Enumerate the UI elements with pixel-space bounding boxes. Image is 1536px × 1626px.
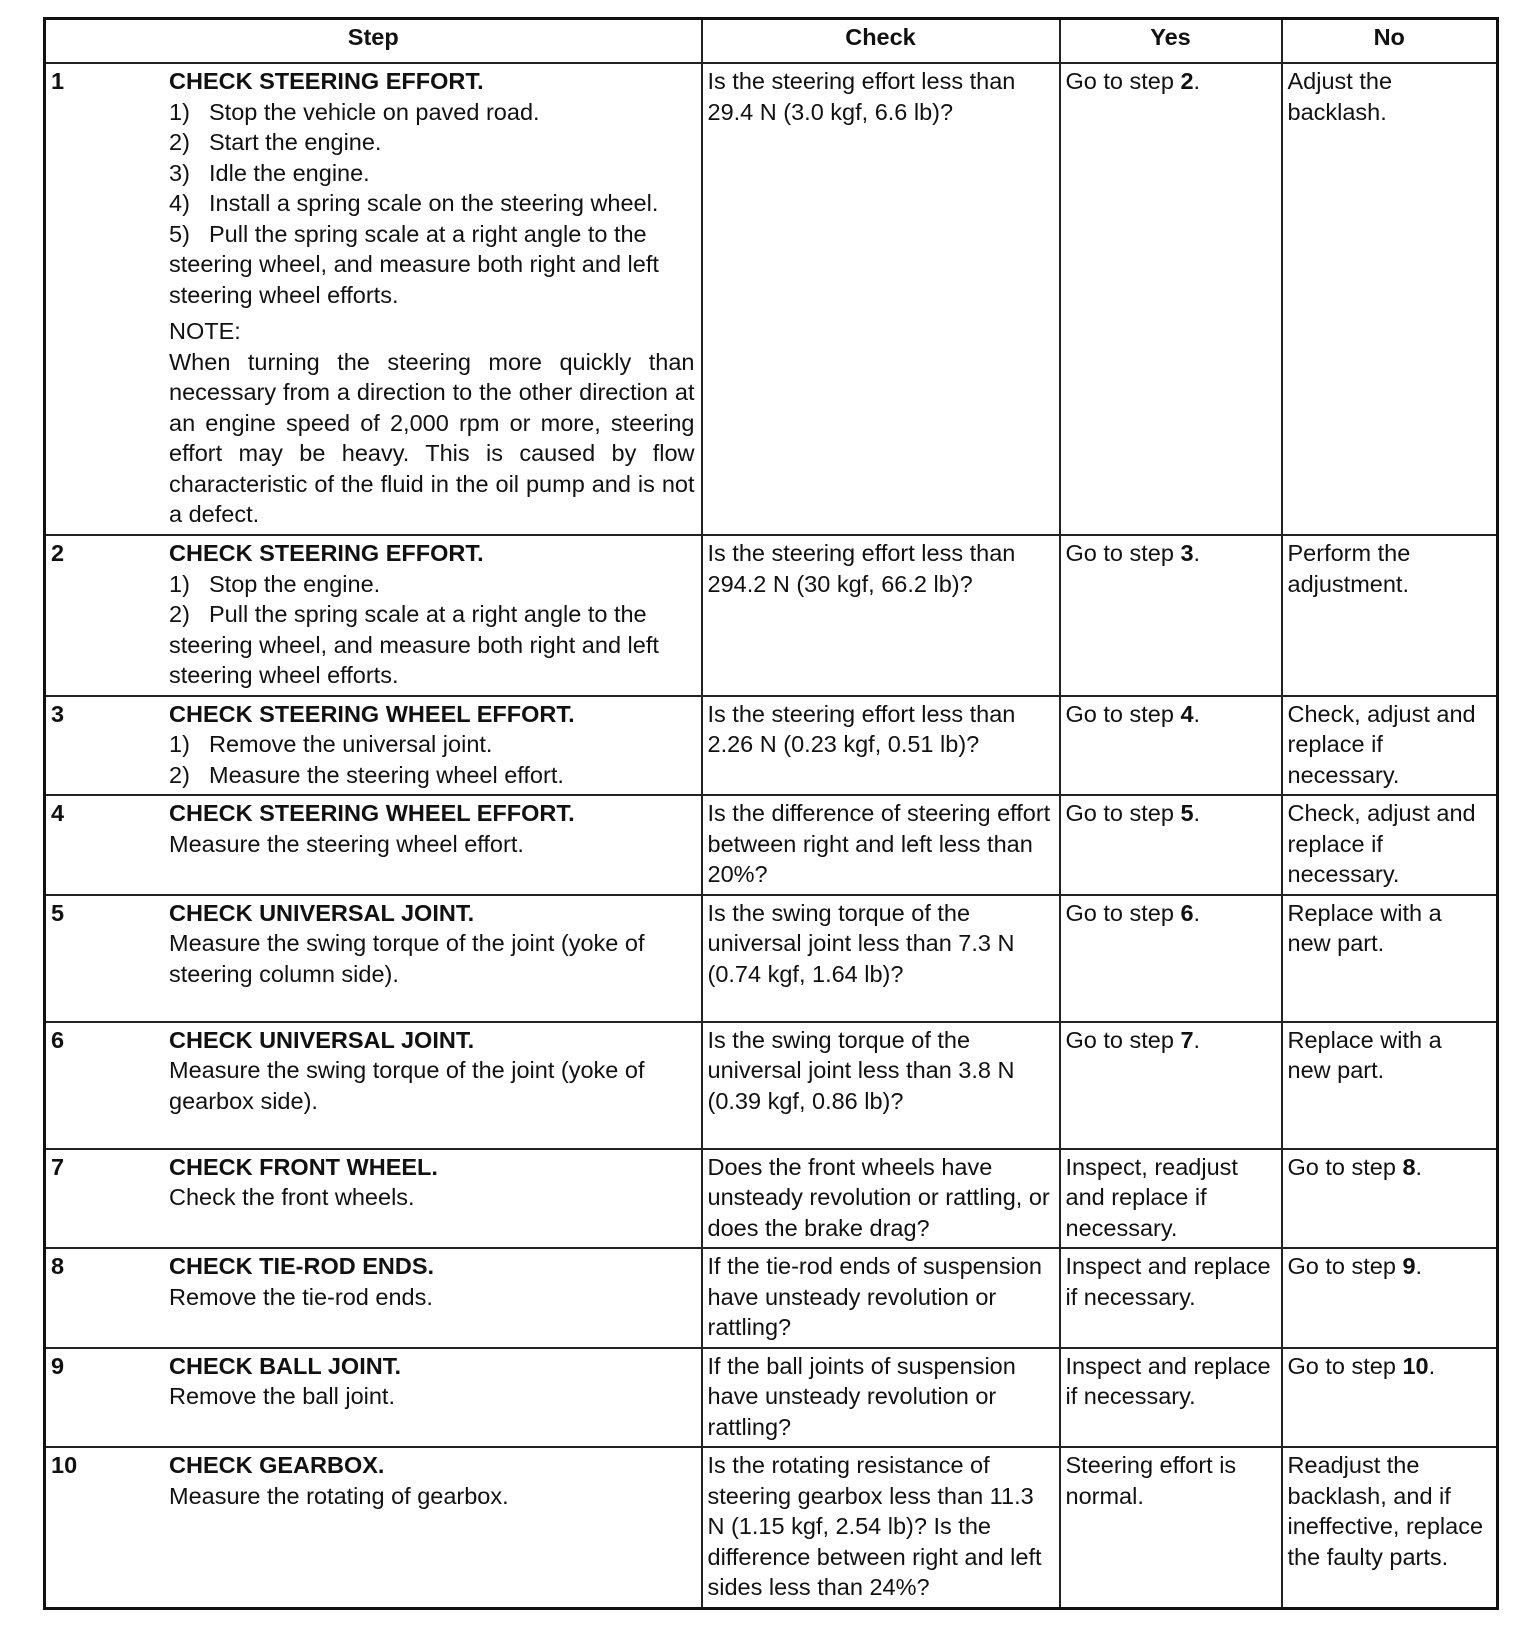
- substep-text: Pull the spring scale at a right angle to the: [209, 601, 647, 627]
- check-cell: Is the swing torque of the universal joint less than 3.8 N (0.39 kgf, 0.86 lb)?: [702, 1022, 1060, 1149]
- yes-cell: [1060, 63, 1282, 535]
- step-title: CHECK GEARBOX.: [169, 1452, 385, 1478]
- step-number: 6: [51, 1026, 65, 1053]
- substep-text: Start the engine.: [209, 129, 382, 155]
- step-title: CHECK UNIVERSAL JOINT.: [169, 899, 475, 926]
- yes-text: Go to step: [1065, 1026, 1181, 1053]
- yes-text: Go to step: [1065, 800, 1181, 826]
- substep: [169, 219, 695, 250]
- no-cell: [1282, 1348, 1498, 1448]
- yes-cell: [1060, 1022, 1282, 1149]
- step-text: Measure the swing torque of the joint (yoke of steering column side).: [169, 930, 645, 987]
- header-row: [45, 19, 1498, 64]
- substep-text: Measure the steering wheel effort.: [209, 761, 564, 788]
- step-number: 10: [51, 1452, 78, 1478]
- check-cell: Does the front wheels have unsteady revolution or rattling, or does the brake drag?: [702, 1149, 1060, 1249]
- no-step-ref: 9: [1402, 1253, 1416, 1279]
- header-check: Check: [702, 19, 1060, 64]
- table-row: [45, 1022, 1498, 1149]
- substep: [169, 97, 695, 128]
- step-cell: [45, 535, 702, 696]
- step-title: CHECK STEERING EFFORT.: [169, 68, 484, 94]
- step-number: 5: [51, 899, 65, 926]
- step-cell: [45, 1348, 702, 1448]
- substep-number: 3): [169, 159, 190, 186]
- substep-number: 5): [169, 220, 190, 247]
- no-step-ref: 10: [1402, 1352, 1429, 1379]
- substep: [169, 760, 695, 791]
- yes-step-ref: 7: [1180, 1026, 1194, 1053]
- no-punct: .: [1428, 1352, 1436, 1379]
- no-text: Go to step: [1287, 1153, 1403, 1180]
- table-row: [45, 696, 1498, 796]
- step-cell: [45, 63, 702, 535]
- yes-cell: [1060, 535, 1282, 696]
- step-number: 2: [51, 540, 65, 566]
- step-number: 3: [51, 700, 65, 727]
- step-title: CHECK STEERING EFFORT.: [169, 540, 484, 566]
- table-row: [45, 1447, 1498, 1608]
- substep-text: Install a spring scale on the steering wheel.: [209, 190, 659, 216]
- check-cell: Is the steering effort less than 2.26 N (0.23 kgf, 0.51 lb)?: [702, 696, 1060, 796]
- substep: [169, 729, 695, 760]
- yes-text: Go to step: [1065, 899, 1181, 926]
- step-cell: [45, 1248, 702, 1348]
- substep-text: Stop the engine.: [209, 570, 381, 597]
- substep-number: 2): [169, 601, 190, 627]
- substep-number: 2): [169, 761, 190, 788]
- step-cell: [45, 795, 702, 895]
- step-cell: [45, 696, 702, 796]
- check-cell: Is the difference of steering effort between right and left less than 20%?: [702, 795, 1060, 895]
- troubleshooting-page: [43, 17, 1496, 1610]
- table-row: [45, 1248, 1498, 1348]
- yes-cell: [1060, 696, 1282, 796]
- check-cell: If the ball joints of suspension have unsteady revolution or rattling?: [702, 1348, 1060, 1448]
- check-cell: Is the steering effort less than 294.2 N (30 kgf, 66.2 lb)?: [702, 535, 1060, 696]
- step-text: Remove the tie-rod ends.: [169, 1283, 433, 1310]
- substep: [169, 158, 695, 189]
- step-number: 9: [51, 1352, 65, 1379]
- yes-text: Go to step: [1065, 540, 1181, 566]
- yes-text: Go to step: [1065, 700, 1181, 727]
- step-cell: [45, 1022, 702, 1149]
- no-cell: [1282, 1248, 1498, 1348]
- no-text: Go to step: [1287, 1253, 1403, 1279]
- substep: [169, 569, 695, 600]
- yes-cell: Inspect and replace if necessary.: [1060, 1348, 1282, 1448]
- step-text: Measure the steering wheel effort.: [169, 830, 524, 857]
- step-title: CHECK FRONT WHEEL.: [169, 1153, 438, 1180]
- table-row: [45, 895, 1498, 1022]
- no-cell: Replace with a new part.: [1282, 1022, 1498, 1149]
- substep: [169, 127, 695, 158]
- table-row: [45, 795, 1498, 895]
- step-number: 8: [51, 1253, 65, 1279]
- yes-step-ref: 6: [1180, 899, 1194, 926]
- step-title: CHECK UNIVERSAL JOINT.: [169, 1026, 475, 1053]
- yes-punct: .: [1193, 700, 1201, 727]
- no-cell: Perform the adjustment.: [1282, 535, 1498, 696]
- step-text: Measure the rotating of gearbox.: [169, 1482, 509, 1509]
- yes-punct: .: [1193, 1026, 1201, 1053]
- yes-cell: Steering effort is normal.: [1060, 1447, 1282, 1608]
- yes-cell: Inspect and replace if necessary.: [1060, 1248, 1282, 1348]
- table-row: [45, 1348, 1498, 1448]
- yes-step-ref: 4: [1180, 700, 1194, 727]
- step-cell: [45, 1447, 702, 1608]
- substep: [169, 188, 695, 219]
- substep-continuation: steering wheel, and measure both right and left steering wheel efforts.: [169, 251, 659, 308]
- yes-cell: [1060, 895, 1282, 1022]
- substep-text: Idle the engine.: [209, 159, 370, 186]
- yes-step-ref: 2: [1180, 68, 1194, 94]
- step-title: CHECK TIE-ROD ENDS.: [169, 1253, 435, 1279]
- no-cell: [1282, 1149, 1498, 1249]
- check-cell: Is the steering effort less than 29.4 N (3.0 kgf, 6.6 lb)?: [702, 63, 1060, 535]
- step-text: Measure the swing torque of the joint (yoke of gearbox side).: [169, 1057, 645, 1114]
- check-cell: If the tie-rod ends of suspension have unsteady revolution or rattling?: [702, 1248, 1060, 1348]
- step-number: 1: [51, 68, 65, 94]
- no-cell: Adjust the backlash.: [1282, 63, 1498, 535]
- no-cell: Replace with a new part.: [1282, 895, 1498, 1022]
- no-punct: .: [1415, 1153, 1423, 1180]
- yes-cell: Inspect, readjust and replace if necessary.: [1060, 1149, 1282, 1249]
- header-no: No: [1282, 19, 1498, 64]
- header-yes: Yes: [1060, 19, 1282, 64]
- yes-punct: .: [1193, 800, 1201, 826]
- substep-number: 1): [169, 731, 190, 757]
- substep-continuation: steering wheel, and measure both right and left steering wheel efforts.: [169, 631, 659, 688]
- substep-number: 4): [169, 190, 190, 216]
- check-cell: Is the swing torque of the universal joint less than 7.3 N (0.74 kgf, 1.64 lb)?: [702, 895, 1060, 1022]
- note-text: When turning the steering more quickly than necessary from a direction to the other direction at an engine speed of 2,000 rpm or more, steering effort may be heavy. This is caused by flow characteristic of the fluid in the oil pump and is not a defect.: [169, 348, 695, 527]
- substep: [169, 599, 695, 630]
- step-cell: [45, 1149, 702, 1249]
- no-cell: Check, adjust and replace if necessary.: [1282, 696, 1498, 796]
- no-cell: Readjust the backlash, and if ineffective, replace the faulty parts.: [1282, 1447, 1498, 1608]
- step-number: 4: [51, 800, 65, 826]
- step-cell: [45, 895, 702, 1022]
- no-punct: .: [1415, 1253, 1423, 1279]
- substep-text: Remove the universal joint.: [209, 731, 493, 757]
- substep-number: 1): [169, 98, 190, 125]
- no-step-ref: 8: [1402, 1153, 1416, 1180]
- substep-number: 1): [169, 570, 190, 597]
- substep-text: Pull the spring scale at a right angle to the: [209, 220, 647, 247]
- step-title: CHECK BALL JOINT.: [169, 1352, 401, 1379]
- step-number: 7: [51, 1153, 65, 1180]
- table-row: [45, 535, 1498, 696]
- yes-step-ref: 3: [1180, 540, 1194, 566]
- troubleshooting-table: [43, 17, 1499, 1610]
- yes-punct: .: [1193, 899, 1201, 926]
- no-text: Go to step: [1287, 1352, 1403, 1379]
- step-text: Remove the ball joint.: [169, 1383, 395, 1409]
- note-label: NOTE:: [169, 318, 241, 344]
- yes-cell: [1060, 795, 1282, 895]
- table-row: [45, 63, 1498, 535]
- substep-number: 2): [169, 129, 190, 155]
- header-step: Step: [45, 19, 702, 64]
- step-title: CHECK STEERING WHEEL EFFORT.: [169, 700, 575, 727]
- yes-text: Go to step: [1065, 68, 1181, 94]
- step-text: Check the front wheels.: [169, 1184, 415, 1210]
- step-title: CHECK STEERING WHEEL EFFORT.: [169, 800, 575, 826]
- yes-punct: .: [1193, 540, 1201, 566]
- yes-step-ref: 5: [1180, 800, 1194, 826]
- substep-text: Stop the vehicle on paved road.: [209, 98, 540, 125]
- check-cell: Is the rotating resistance of steering gearbox less than 11.3 N (1.15 kgf, 2.54 lb)? Is the difference between right and left sides less than 24%?: [702, 1447, 1060, 1608]
- table-row: [45, 1149, 1498, 1249]
- no-cell: Check, adjust and replace if necessary.: [1282, 795, 1498, 895]
- yes-punct: .: [1193, 68, 1201, 94]
